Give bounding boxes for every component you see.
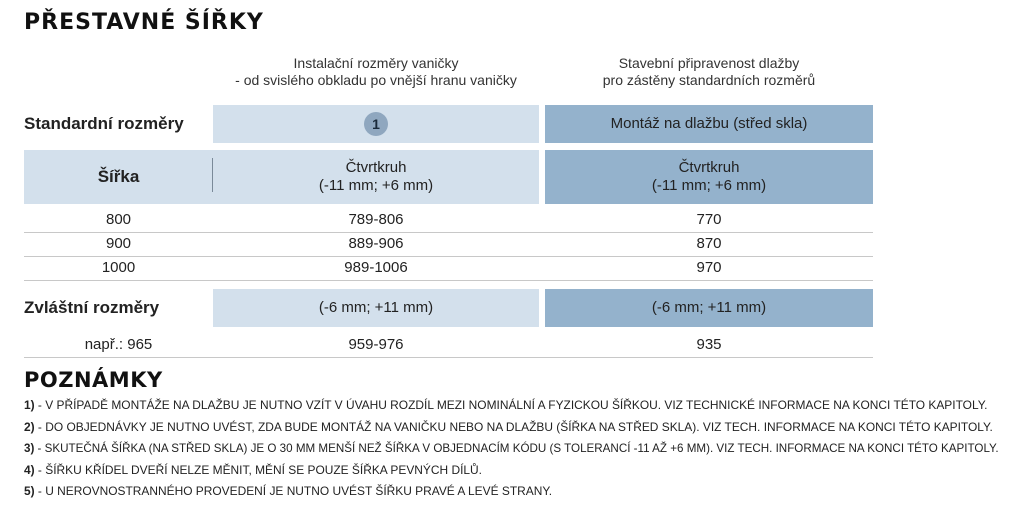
note-item bbox=[24, 417, 999, 439]
table-row bbox=[24, 333, 873, 358]
row-tiling: 770 bbox=[696, 211, 722, 228]
notes-list bbox=[24, 395, 1004, 503]
note-number: 2) bbox=[24, 419, 35, 434]
note-text: - U NEROVNOSTRANNÉHO PROVEDENÍ JE NUTNO UVÉST ŠÍŘKU PRAVÉ A LEVÉ STRANY. bbox=[34, 484, 553, 498]
row-tiling: 935 bbox=[696, 336, 722, 353]
special-col2-text: (-6 mm; +11 mm) bbox=[651, 299, 767, 316]
note-number: 4) bbox=[24, 462, 35, 477]
note-text: - ŠÍŘKU KŘÍDEL DVEŘÍ NELZE MĚNIT, MĚNÍ SE POUZE ŠÍŘKA PEVNÝCH DÍLŮ. bbox=[34, 462, 482, 477]
column-header-installation-line1: Instalační rozměry vaničky bbox=[293, 55, 459, 71]
table-row bbox=[24, 232, 873, 257]
note-item bbox=[24, 481, 999, 503]
note-text: - DO OBJEDNÁVKY JE NUTNO UVÉST, ZDA BUDE MONTÁŽ NA VANIČKU NEBO NA DLAŽBU (ŠÍŘKA NA STŘED SKLA). VIZ TECH. INFORMACE NA KONCI TÉTO KAPITOLY. bbox=[34, 419, 993, 434]
row-width: 800 bbox=[105, 211, 132, 228]
special-col1-cell bbox=[213, 289, 539, 327]
row-installation: 959-976 bbox=[348, 336, 404, 353]
note-text: - V PŘÍPADĚ MONTÁŽE NA DLAŽBU JE NUTNO VZÍT V ÚVAHU ROZDÍL MEZI NOMINÁLNÍ A FYZICKOU ŠÍŘKOU. VIZ TECHNICKÉ INFORMACE NA KONCI TÉTO KAPITOLY. bbox=[34, 398, 988, 412]
note-number-badge: 1 bbox=[364, 112, 388, 136]
row-width: 900 bbox=[105, 235, 132, 252]
note-text: - SKUTEČNÁ ŠÍŘKA (NA STŘED SKLA) JE O 30 MM MENŠÍ NEŽ ŠÍŘKA V OBJEDNACÍM KÓDU (S TOLERANCÍ -11 AŽ +6 MM). VIZ TECH. INFORMACE NA KONCI TÉTO KAPITOLY. bbox=[34, 441, 999, 455]
table-row bbox=[24, 208, 873, 233]
row-installation: 789-806 bbox=[348, 211, 404, 228]
standard-col2-text: Montáž na dlažbu (střed skla) bbox=[610, 115, 808, 132]
standard-dimensions-label: Standardní rozměry bbox=[24, 114, 184, 133]
notes-title: POZNÁMKY bbox=[24, 368, 163, 392]
row-installation: 889-906 bbox=[348, 235, 404, 252]
row-tiling: 870 bbox=[696, 235, 722, 252]
column-header-installation-line2: - od svislého obkladu po vnější hranu vaničky bbox=[235, 72, 517, 88]
row-installation: 989-1006 bbox=[344, 259, 408, 276]
width-label: Šířka bbox=[97, 167, 140, 186]
column-header-tiling bbox=[545, 55, 873, 89]
page-title: PŘESTAVNÉ ŠÍŘKY bbox=[24, 10, 264, 35]
note-item bbox=[24, 460, 999, 482]
note-number: 5) bbox=[24, 484, 35, 498]
column-header-tiling-line2: pro zástěny standardních rozměrů bbox=[602, 72, 816, 88]
standard-col2-cell bbox=[545, 105, 873, 143]
row-tiling: 970 bbox=[696, 259, 722, 276]
width-col1-line1: Čtvrtkruh bbox=[345, 159, 407, 176]
note-item bbox=[24, 438, 999, 460]
width-col2-line2: (-11 mm; +6 mm) bbox=[651, 177, 767, 194]
column-header-installation bbox=[213, 55, 539, 89]
width-col2-cell bbox=[545, 150, 873, 204]
note-number: 3) bbox=[24, 441, 35, 455]
width-col1-line2: (-11 mm; +6 mm) bbox=[318, 177, 434, 194]
table-row bbox=[24, 256, 873, 281]
note-number: 1) bbox=[24, 398, 35, 412]
width-col1-cell bbox=[213, 150, 539, 204]
column-header-tiling-line1: Stavební připravenost dlažby bbox=[618, 55, 800, 71]
special-col2-cell bbox=[545, 289, 873, 327]
special-col1-text: (-6 mm; +11 mm) bbox=[318, 299, 434, 316]
row-width: 1000 bbox=[101, 259, 136, 276]
special-dimensions-label: Zvláštní rozměry bbox=[24, 298, 160, 317]
row-width-example: např.: 965 bbox=[84, 336, 153, 353]
standard-col1-cell bbox=[213, 105, 539, 143]
note-item bbox=[24, 395, 999, 417]
width-col2-line1: Čtvrtkruh bbox=[678, 159, 740, 176]
